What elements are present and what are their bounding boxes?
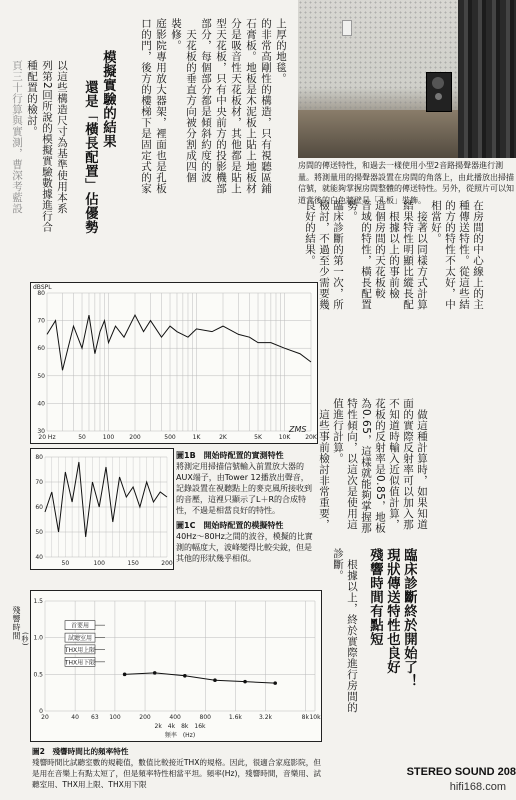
legend-label: 試聽室用	[67, 635, 93, 643]
right-text-col: 相當好。	[430, 200, 442, 244]
x-tick-label: 5K	[254, 434, 262, 441]
right-text-col: 音域的特性，橫長配置	[360, 200, 372, 310]
reverb-point	[123, 673, 127, 677]
fig1b-desc: 將測定用掃描信號輸入前置放大器的AUX端子，由Tower 12播放出聲音，記錄設置在視聽點上的麥克風所接收到的音壓，這裡只顯示了L＋R的合成特性，不過是相當良好的特性。	[176, 462, 312, 515]
y-tick-label: 60	[37, 345, 45, 353]
y-tick-label: 40	[35, 554, 43, 561]
y-tick-label: 80	[35, 454, 43, 461]
figure-2	[30, 590, 322, 742]
left-text-col: 的非常高剛性的構造，只有視聽區鋪	[260, 18, 272, 194]
y-tick-label: 1.5	[33, 598, 43, 605]
right-text-col: 面的實際反射率可以加入那	[402, 398, 414, 530]
fig2-y-label: 殘響時間	[12, 606, 21, 640]
fig1b-caption	[176, 450, 316, 516]
x-axis-label: 頻率 (Hz)	[164, 732, 196, 739]
right-text-col: 在房間的中心線上的主	[472, 200, 484, 310]
x-tick-label: 20 Hz	[38, 434, 56, 441]
y-unit-label: dBSPL	[33, 284, 52, 291]
fig1c-title: 圖1C 開始時配置的模擬特性	[176, 521, 284, 530]
right-text-col: 這個房間的天花板較	[374, 200, 386, 299]
page-number: 208	[497, 766, 516, 778]
right-heading-line: 殘響時間有點短	[367, 548, 383, 646]
right-text-col: 特性傾向，以這次是使用這	[346, 398, 358, 530]
x-tick-label: 2K	[219, 434, 227, 441]
figure-1b	[30, 282, 318, 444]
x-tick-label: 40	[71, 714, 79, 721]
legend-label: 首要用	[70, 622, 90, 630]
right-text-col: 的方的特性不太好，中	[444, 200, 456, 310]
x-tick-label: 50	[61, 560, 70, 567]
figure-1c	[30, 448, 174, 570]
wall-outlet	[342, 20, 352, 36]
left-text-col: 口的門，後方的樓梯下是固定式的家	[140, 18, 152, 194]
right-text-col: 良好的結果。	[304, 200, 316, 266]
y-tick-label: 0.5	[33, 671, 43, 679]
left-text-col: 天花板的垂直方向被分割成四個	[185, 18, 197, 183]
y-tick-label: 70	[37, 317, 45, 325]
right-text-col: 不知道時輸入近似值計算，	[388, 398, 400, 530]
left-text-col: 庭影院專用放大器架，裡面也是孔板	[155, 18, 167, 194]
x-tick-label: 10K	[278, 434, 291, 441]
fig1c-desc: 40Hz～80Hz之間的波谷，模擬的比實測的幅度大，波峰變得比較尖銳，但是其他的形狀幾乎相似。	[176, 532, 313, 563]
legend-label: THX用上限	[64, 646, 96, 654]
photo-caption: 房間的傳送特性，和過去一樣使用小型2音路揚聲器進行測量。將測量用的揚聲器設置在房間的角落上，由此播放出掃描信號，就能夠掌握房間整體的傳送特性。另外，從照片可以知道背後的白色牆壁是「孔板」裝飾。	[298, 161, 514, 205]
right-text-col: 做這種計算時，如果知道	[416, 409, 428, 530]
y-tick-label: 0	[39, 708, 43, 715]
right-text-col: 值進行計算。	[332, 398, 344, 464]
x-tick-label: 50	[78, 434, 86, 441]
fig1b-plot	[31, 283, 317, 443]
right-text-col: 根據以上的事前檢	[388, 211, 400, 299]
left-text-col: 分是吸音性天花板材，其他都是貼上	[230, 18, 242, 194]
left-text-col: 列第2回所說的模擬實驗數據進行合	[41, 60, 53, 233]
y-tick-label: 30	[37, 428, 45, 435]
x-tick-label: 10k	[309, 714, 321, 721]
right-text-col: 根據以上，終於實際進行房間的	[346, 548, 358, 713]
fig2-caption	[32, 746, 322, 790]
y-tick-label: 70	[35, 479, 43, 486]
curtain	[458, 0, 516, 158]
x-tick-label: 200	[139, 714, 151, 721]
x-tick-label: 20K	[305, 434, 317, 441]
y-tick-label: 60	[35, 504, 43, 511]
legend-label: THX用下限	[64, 659, 96, 667]
room-photo	[298, 0, 516, 158]
magazine-name: STEREO SOUND	[406, 766, 495, 778]
x-tick-label: 100	[93, 560, 105, 567]
x-tick-label-secondary: 2k 4k 8k 16k	[154, 723, 206, 730]
x-tick-label: 20	[41, 714, 49, 721]
x-tick-label: 3.2k	[258, 714, 273, 721]
right-heading-line: 現狀傳送特性也良好	[384, 548, 400, 674]
right-text-col: 臨床診斷的第一次，所	[332, 200, 344, 310]
fig2-y-unit: (秒)	[21, 632, 29, 646]
fig2-title: 圖2 殘響時間比的頻率特性	[32, 747, 129, 756]
left-text-col: 部分，每個部分都是傾斜約度的波	[200, 18, 212, 183]
x-tick-label: 1K	[192, 434, 201, 441]
y-tick-label: 50	[35, 529, 43, 536]
reverb-point	[243, 680, 247, 684]
right-text-col: 為0.65，這樣就能夠掌握那	[360, 398, 372, 534]
reverb-point	[273, 681, 277, 685]
reverb-point	[213, 678, 217, 682]
right-text-col: 種傳送特性。從這些結	[458, 200, 470, 310]
x-tick-label: 100	[109, 714, 121, 721]
left-text-col: 裝修。	[170, 18, 182, 51]
x-tick-label: 8k	[301, 714, 309, 721]
left-text-col: 型天花板，只有中央前方的投影機部	[215, 18, 227, 194]
y-tick-label: 1.0	[33, 634, 43, 642]
x-tick-label: 100	[102, 434, 115, 441]
left-text-col: 上厚的地毯。	[275, 18, 287, 84]
watermark: hifi168.com	[449, 781, 506, 793]
right-text-col: 檢討，不過至少需要幾	[318, 200, 330, 310]
right-text-col: 這些事前檢討非常重要，	[318, 409, 330, 530]
left-text-col: 石膏板。地板是木泥板上貼上地板材	[245, 18, 257, 194]
reverb-point	[153, 671, 157, 675]
fig1c-caption	[176, 520, 316, 564]
reverb-point	[183, 674, 187, 678]
left-text-col: 種配置的檢討。	[26, 60, 38, 137]
y-tick-label: 40	[37, 400, 45, 408]
right-text-col: 勢。	[346, 200, 358, 222]
right-text-col: 診斷。	[332, 548, 344, 581]
y-tick-label: 50	[37, 372, 45, 380]
faded-column: 頁三十行算與實測，曹深考藍設	[11, 60, 23, 214]
response-curve	[47, 315, 311, 370]
fig2-desc: 殘響時間比試聽室數的規範值，數值比較接近THX的規格。因此，很適合家庭影院，但是用在音樂上有點太短了，但是頻率特性相當平坦。頻率(Hz)，殘響時間，音樂用、試聽室用、THX用上限、THX用下限	[32, 758, 321, 789]
right-text-col: 接著以同樣方式計算	[416, 211, 428, 310]
fig1c-plot	[31, 449, 173, 569]
page-footer	[370, 766, 516, 778]
left-heading-line: 還是「橫長配置」佔優勢	[82, 80, 98, 234]
x-tick-label: 150	[127, 560, 139, 567]
x-tick-label: 500	[164, 434, 176, 441]
x-tick-label: 1.6k	[228, 714, 242, 721]
right-heading-line: 臨床診斷終於開始了！	[401, 548, 417, 688]
right-text-col: 花板的反射率是0.85，地板	[374, 398, 386, 534]
fig2-plot	[31, 591, 321, 741]
right-text-col: 結果特性明顯比縱長配	[402, 200, 414, 310]
x-tick-label: 400	[169, 714, 181, 721]
x-tick-label: 63	[91, 714, 99, 721]
left-text-col: 以這些構造尺寸為基準使用本系	[56, 60, 68, 214]
x-tick-label: 200	[129, 434, 141, 441]
x-tick-label: 800	[199, 714, 211, 721]
fig1b-title: 圖1B 開始時配置的實測特性	[176, 451, 284, 460]
y-tick-label: 80	[37, 290, 45, 297]
left-heading-line: 模擬實驗的結果	[100, 50, 116, 148]
x-tick-label: 200	[161, 560, 173, 567]
signature-mark: ZMS	[289, 425, 307, 434]
speaker-icon	[426, 72, 452, 112]
